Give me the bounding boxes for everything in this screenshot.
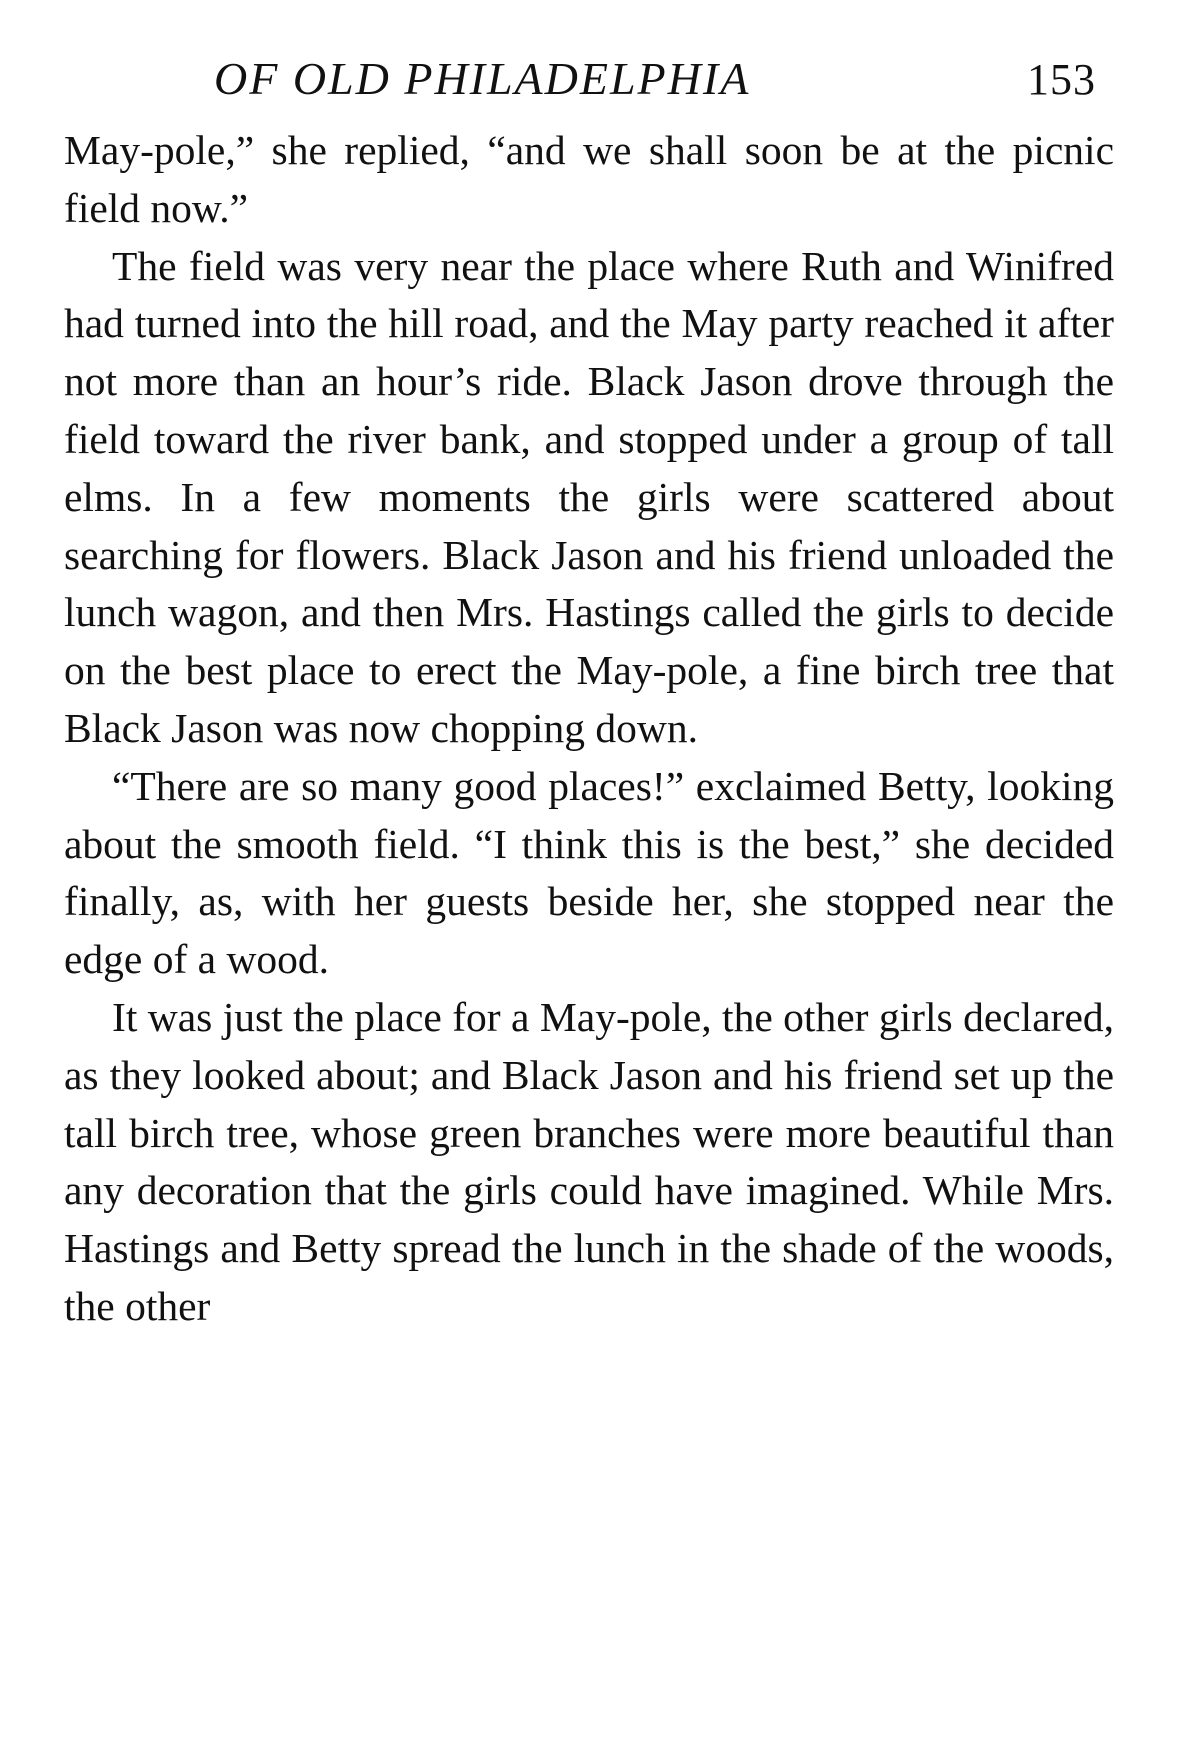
running-title: OF OLD PHILADELPHIA	[214, 53, 751, 104]
paragraph-continuation: May-pole,” she replied, “and we shall soon be at the picnic field now.”	[64, 127, 1114, 231]
book-page	[64, 40, 1114, 1336]
paragraph-maypole: It was just the place for a May-pole, the other girls declared, as they looked about; and Black Jason and his friend set up the tall birch tree, whose green branches were more beautiful than any decoration that the girls could have imagined. While Mrs. Hastings and Betty spread the lunch in the shade of the woods, the other	[64, 993, 1114, 1329]
body-text	[64, 122, 1114, 1336]
paragraph-good-places: “There are so many good places!” exclaimed Betty, looking about the smooth field. “I think this is the best,” she decided finally, as, with her guests beside her, she stopped near the edge of a wood.	[64, 762, 1114, 983]
page-number: 153	[1027, 55, 1096, 104]
running-head	[64, 40, 1114, 120]
paragraph-field: The field was very near the place where Ruth and Winifred had turned into the hill road, and the May party reached it after not more than an hour’s ride. Black Jason drove through the field toward the river bank, and stopped under a group of tall elms. In a few moments the girls were scattered about searching for flowers. Black Jason and his friend unloaded the lunch wagon, and then Mrs. Hastings called the girls to decide on the best place to erect the May-pole, a fine birch tree that Black Jason was now chopping down.	[64, 242, 1114, 751]
